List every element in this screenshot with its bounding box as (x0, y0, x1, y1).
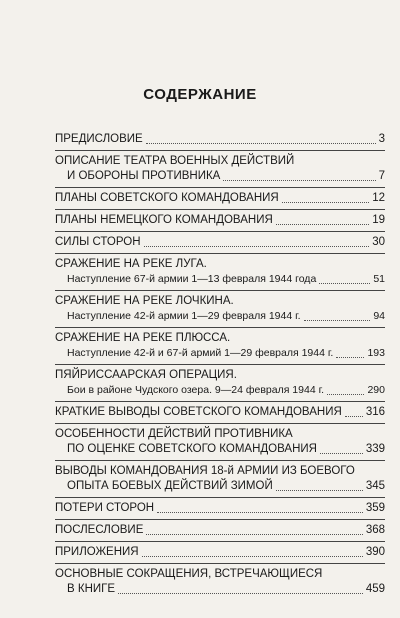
toc-heading: ОПИСАНИЕ ТЕАТРА ВОЕННЫХ ДЕЙСТВИЙ (55, 155, 295, 167)
leader-dots (336, 357, 364, 358)
leader-dots (146, 534, 362, 535)
toc-entry (55, 545, 385, 564)
toc-entry (55, 331, 385, 365)
toc-heading: СРАЖЕНИЕ НА РЕКЕ ПЛЮССА. (55, 332, 231, 344)
leader-dots (345, 416, 363, 417)
toc-line (55, 405, 385, 420)
toc-subtitle: Бои в районе Чудского озера. 9—24 февраля 1944 г. (67, 384, 325, 396)
toc-line (55, 567, 385, 582)
toc-entry (55, 294, 385, 328)
toc-entry (55, 257, 385, 291)
toc-line (55, 257, 385, 272)
toc-line (55, 479, 385, 494)
toc-heading: И ОБОРОНЫ ПРОТИВНИКА (67, 170, 221, 182)
toc-line (55, 154, 385, 169)
toc-entry (55, 368, 385, 402)
page-number: 19 (372, 214, 385, 226)
toc-line (55, 442, 385, 457)
toc-heading: КРАТКИЕ ВЫВОДЫ СОВЕТСКОГО КОМАНДОВАНИЯ (55, 406, 342, 418)
toc-subtitle: Наступление 67-й армии 1—13 февраля 1944 года (67, 273, 317, 285)
leader-dots (319, 283, 370, 284)
page-number: 3 (378, 133, 385, 145)
toc-line (55, 368, 385, 383)
page-number: 390 (365, 546, 385, 558)
page-title: СОДЕРЖАНИЕ (143, 86, 257, 103)
page-number: 459 (365, 583, 385, 595)
toc-heading: ОСОБЕННОСТИ ДЕЙСТВИЙ ПРОТИВНИКА (55, 428, 293, 440)
page-number: 359 (365, 502, 385, 514)
leader-dots (282, 202, 369, 203)
page-number: 7 (378, 170, 385, 182)
toc-heading: СИЛЫ СТОРОН (55, 236, 141, 248)
leader-dots (327, 394, 364, 395)
leader-dots (223, 180, 375, 181)
toc-heading: В КНИГЕ (67, 583, 116, 595)
toc-line (55, 272, 385, 287)
page-number: 368 (365, 524, 385, 536)
table-of-contents (55, 132, 385, 603)
toc-line (55, 582, 385, 597)
toc-heading: СРАЖЕНИЕ НА РЕКЕ ЛУГА. (55, 258, 207, 270)
toc-heading: ПО ОЦЕНКЕ СОВЕТСКОГО КОМАНДОВАНИЯ (67, 443, 317, 455)
toc-line (55, 346, 385, 361)
toc-line (55, 294, 385, 309)
toc-heading: ПЯЙРИССААРСКАЯ ОПЕРАЦИЯ. (55, 369, 237, 381)
toc-entry (55, 464, 385, 498)
page-number: 94 (373, 310, 385, 322)
leader-dots (118, 593, 363, 594)
toc-line (55, 427, 385, 442)
toc-heading: ПЛАНЫ НЕМЕЦКОГО КОМАНДОВАНИЯ (55, 214, 273, 226)
page-number: 30 (372, 236, 385, 248)
leader-dots (320, 453, 363, 454)
toc-line (55, 523, 385, 538)
leader-dots (276, 224, 369, 225)
toc-heading: ОСНОВНЫЕ СОКРАЩЕНИЯ, ВСТРЕЧАЮЩИЕСЯ (55, 568, 323, 580)
leader-dots (144, 246, 370, 247)
toc-subtitle: Наступление 42-й и 67-й армий 1—29 февраля 1944 г. (67, 347, 334, 359)
page-number: 339 (365, 443, 385, 455)
toc-line (55, 501, 385, 516)
toc-line (55, 545, 385, 560)
page-number: 193 (367, 347, 385, 359)
toc-heading: ПРЕДИСЛОВИЕ (55, 133, 143, 145)
leader-dots (276, 490, 363, 491)
page-number: 345 (365, 480, 385, 492)
toc-heading: ОПЫТА БОЕВЫХ ДЕЙСТВИЙ ЗИМОЙ (67, 480, 273, 492)
toc-line (55, 169, 385, 184)
toc-line (55, 213, 385, 228)
toc-entry (55, 501, 385, 520)
toc-subtitle: Наступление 42-й армии 1—29 февраля 1944 г. (67, 310, 301, 322)
page-number: 316 (365, 406, 385, 418)
toc-line (55, 331, 385, 346)
page-number: 290 (367, 384, 385, 396)
toc-line (55, 309, 385, 324)
toc-heading: ПОТЕРИ СТОРОН (55, 502, 155, 514)
toc-heading: ПРИЛОЖЕНИЯ (55, 546, 139, 558)
toc-line (55, 132, 385, 147)
leader-dots (146, 143, 376, 144)
leader-dots (157, 512, 363, 513)
toc-heading: СРАЖЕНИЕ НА РЕКЕ ЛОЧКИНА. (55, 295, 234, 307)
toc-entry (55, 427, 385, 461)
toc-line (55, 383, 385, 398)
toc-entry (55, 567, 385, 600)
toc-entry (55, 523, 385, 542)
toc-heading: ВЫВОДЫ КОМАНДОВАНИЯ 18-й АРМИИ ИЗ БОЕВОГО (55, 465, 355, 477)
toc-line (55, 191, 385, 206)
toc-entry (55, 132, 385, 151)
toc-entry (55, 191, 385, 210)
page-number: 12 (372, 192, 385, 204)
toc-line (55, 464, 385, 479)
toc-line (55, 235, 385, 250)
toc-heading: ПОСЛЕСЛОВИЕ (55, 524, 144, 536)
page-number: 51 (373, 273, 385, 285)
toc-heading: ПЛАНЫ СОВЕТСКОГО КОМАНДОВАНИЯ (55, 192, 279, 204)
leader-dots (304, 320, 371, 321)
toc-entry (55, 154, 385, 188)
toc-entry (55, 213, 385, 232)
leader-dots (142, 556, 363, 557)
toc-entry (55, 235, 385, 254)
toc-entry (55, 405, 385, 424)
